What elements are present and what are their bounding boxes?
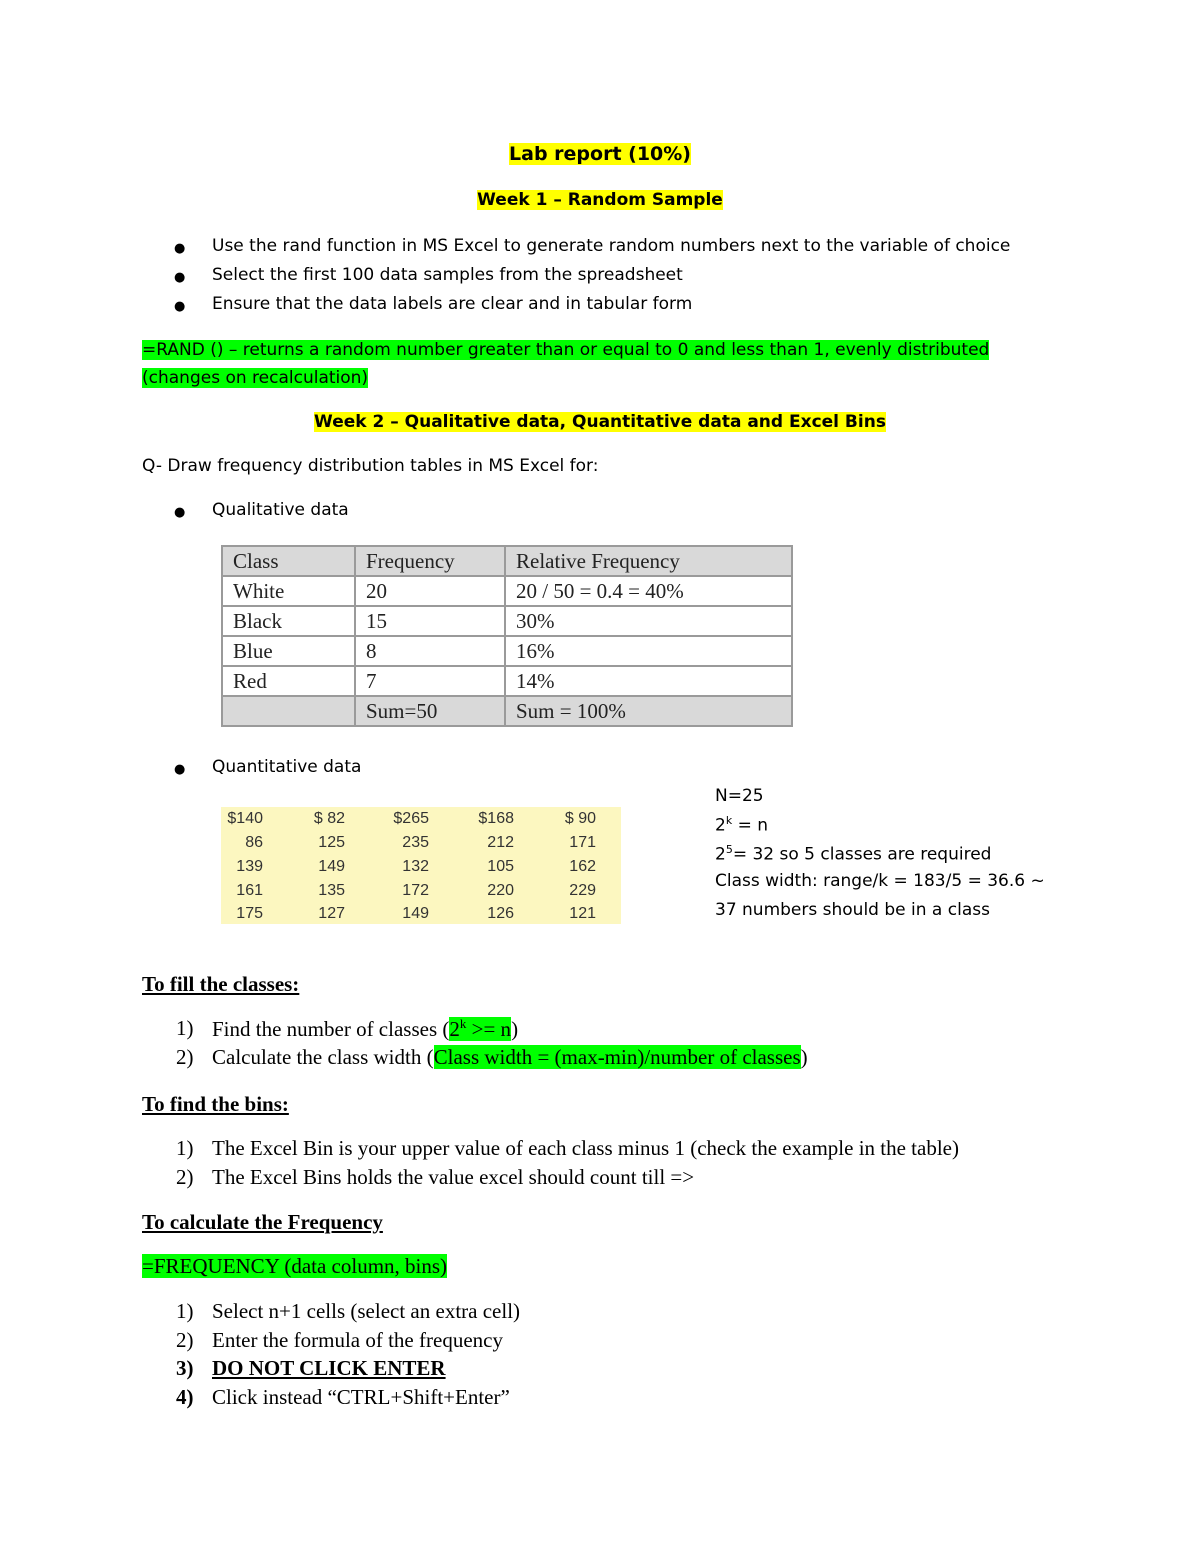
table-cell: 16% — [505, 636, 792, 666]
data-cell: 171 — [569, 834, 596, 851]
bins-step-1: The Excel Bin is your upper value of each class minus 1 (check the example in the table) — [212, 1136, 959, 1160]
step-number: 2) — [176, 1165, 194, 1189]
table-header-row — [222, 546, 792, 576]
data-cell: $168 — [478, 810, 514, 827]
table-cell — [222, 696, 355, 726]
data-cell: 175 — [236, 905, 263, 922]
data-cell: 126 — [487, 905, 514, 922]
week1-bullet-1: Use the rand function in MS Excel to generate random numbers next to the variable of choice — [212, 236, 1011, 256]
data-cell: 121 — [569, 905, 596, 922]
step-number: 2) — [176, 1328, 194, 1352]
table-cell: 20 — [355, 576, 505, 606]
calc-frequency-heading: To calculate the Frequency — [142, 1210, 383, 1234]
note-rest: = n — [732, 815, 769, 836]
data-cell: 105 — [487, 858, 514, 875]
rand-line-2: (changes on recalculation) — [142, 368, 369, 388]
table-cell: Sum=50 — [355, 696, 505, 726]
table-row — [222, 636, 792, 666]
step-text: Find the number of classes ( — [212, 1017, 450, 1041]
week1-heading — [0, 190, 1200, 210]
data-cell: 135 — [318, 882, 345, 899]
data-cell: 149 — [318, 858, 345, 875]
note-class-width: Class width: range/k = 183/5 = 36.6 ~ — [715, 871, 1045, 891]
note-numbers-in-class: 37 numbers should be in a class — [715, 900, 990, 920]
data-cell: 86 — [245, 834, 263, 851]
data-cell: 161 — [236, 882, 263, 899]
table-row — [222, 576, 792, 606]
rand-line-1: =RAND () – returns a random number greater than or equal to 0 and less than 1, evenly distributed — [142, 340, 990, 360]
table-cell: 14% — [505, 666, 792, 696]
freq-step-4: Click instead “CTRL+Shift+Enter” — [212, 1385, 510, 1409]
step-highlight — [449, 1017, 511, 1041]
quantitative-data-block — [221, 807, 621, 924]
freq-step-2: Enter the formula of the frequency — [212, 1328, 503, 1352]
bins-step-2: The Excel Bins holds the value excel should count till => — [212, 1165, 695, 1189]
hl-base: 2 — [449, 1017, 460, 1041]
data-cell: 162 — [569, 858, 596, 875]
data-cell: $ 82 — [313, 810, 345, 827]
note-rest: = 32 so 5 classes are required — [732, 844, 992, 865]
freq-step-3: DO NOT CLICK ENTER — [212, 1356, 446, 1380]
step-number: 1) — [176, 1136, 194, 1160]
note-base: 2 — [715, 844, 726, 865]
note-base: 2 — [715, 815, 726, 836]
step-number: 3) — [176, 1356, 194, 1380]
table-header-cell: Class — [222, 546, 355, 576]
bullet-icon: ● — [174, 241, 186, 256]
data-cell: 132 — [402, 858, 429, 875]
step-number: 4) — [176, 1385, 194, 1409]
freq-step-1: Select n+1 cells (select an extra cell) — [212, 1299, 521, 1323]
quantitative-label: Quantitative data — [212, 757, 362, 777]
step-number: 1) — [176, 1299, 194, 1323]
fill-step-1 — [212, 1016, 518, 1042]
step-end: ) — [511, 1017, 519, 1041]
data-cell: 220 — [487, 882, 514, 899]
note-exponent: 5 — [725, 843, 733, 856]
data-cell: 125 — [318, 834, 345, 851]
rand-description — [142, 340, 989, 360]
table-sum-row — [222, 696, 792, 726]
table-cell: 8 — [355, 636, 505, 666]
note-two-five — [715, 843, 991, 865]
table-header-cell: Frequency — [355, 546, 505, 576]
qualitative-table — [221, 545, 793, 727]
week1-heading-text: Week 1 – Random Sample — [477, 190, 723, 210]
table-cell: White — [222, 576, 355, 606]
bullet-icon: ● — [174, 762, 186, 777]
data-cell: 172 — [402, 882, 429, 899]
table-cell: 7 — [355, 666, 505, 696]
bullet-icon: ● — [174, 505, 186, 520]
fill-step-2 — [212, 1045, 808, 1070]
hl-exponent: k — [459, 1016, 467, 1031]
data-cell: 229 — [569, 882, 596, 899]
week2-heading — [0, 412, 1200, 432]
table-row — [222, 666, 792, 696]
table-row — [222, 606, 792, 636]
step-number: 1) — [176, 1016, 194, 1040]
step-highlight: Class width = (max-min)/number of classes — [433, 1045, 801, 1069]
week1-bullet-2: Select the first 100 data samples from the spreadsheet — [212, 265, 683, 285]
rand-description-cont — [142, 368, 368, 388]
data-cell: 127 — [318, 905, 345, 922]
table-cell: 30% — [505, 606, 792, 636]
step-end: ) — [800, 1045, 808, 1069]
data-cell: $140 — [227, 810, 263, 827]
formula-text: =FREQUENCY (data column, bins) — [142, 1254, 448, 1278]
table-cell: 15 — [355, 606, 505, 636]
note-exponent: k — [725, 814, 733, 827]
frequency-formula — [142, 1254, 447, 1279]
table-cell: Black — [222, 606, 355, 636]
step-number: 2) — [176, 1045, 194, 1069]
page-title — [0, 143, 1200, 165]
find-bins-heading: To find the bins: — [142, 1092, 289, 1116]
hl-rest: >= n — [466, 1017, 512, 1041]
step-text: Calculate the class width ( — [212, 1045, 434, 1069]
data-cell: $265 — [393, 810, 429, 827]
table-cell: Blue — [222, 636, 355, 666]
data-cell: 235 — [402, 834, 429, 851]
table-header-cell: Relative Frequency — [505, 546, 792, 576]
title-text: Lab report (10%) — [509, 143, 691, 165]
data-cell: $ 90 — [564, 810, 596, 827]
question-text: Q- Draw frequency distribution tables in MS Excel for: — [142, 456, 599, 476]
bullet-icon: ● — [174, 270, 186, 285]
bullet-icon: ● — [174, 299, 186, 314]
note-n: N=25 — [715, 786, 764, 806]
table-cell: Red — [222, 666, 355, 696]
table-cell: 20 / 50 = 0.4 = 40% — [505, 576, 792, 606]
qualitative-label: Qualitative data — [212, 500, 349, 520]
data-cell: 212 — [487, 834, 514, 851]
week2-heading-text: Week 2 – Qualitative data, Quantitative data and Excel Bins — [314, 412, 886, 432]
table-cell: Sum = 100% — [505, 696, 792, 726]
data-cell: 139 — [236, 858, 263, 875]
note-two-k — [715, 814, 768, 836]
fill-classes-heading: To fill the classes: — [142, 972, 300, 996]
week1-bullet-3: Ensure that the data labels are clear and in tabular form — [212, 294, 693, 314]
data-cell: 149 — [402, 905, 429, 922]
